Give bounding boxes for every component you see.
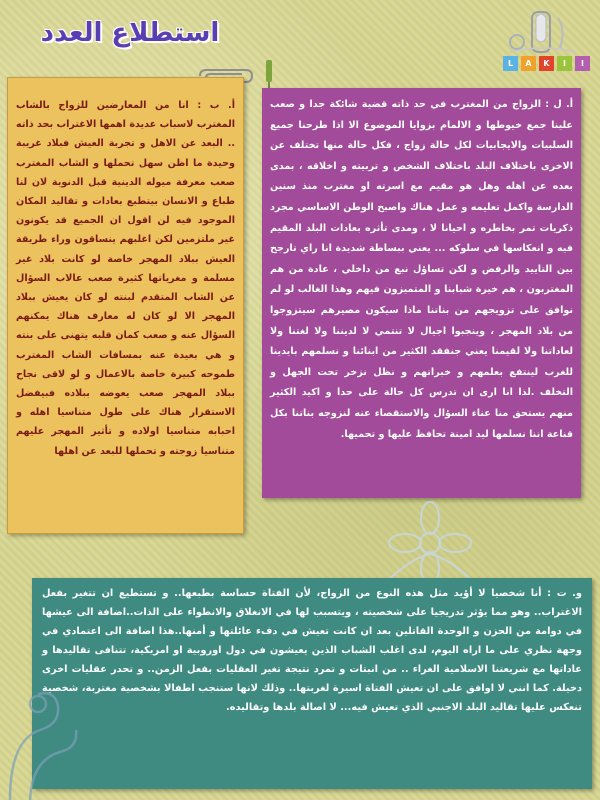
opinion-box-bottom <box>32 578 592 789</box>
logo-letter: I <box>557 56 572 71</box>
swirl-decoration-icon <box>0 660 90 800</box>
logo-letter: A <box>521 56 536 71</box>
opinion-box-left <box>7 77 244 534</box>
opinion-text: أ. ل : الزواج من المغترب في حد ذاته قضية شائكة جدا و صعب علينا جمع خيوطها و الالمام بزوايا الموضوع الا اذا طرحنا جميع السلبيات والايجابيات لكل حالة زواج ، فكل حالة منها تختلف عن الاخرى باختلاف البلد باختلاف الشخص و تربيته و اخلاقه ، بمدى بعده عن اهله وهل هو مقيم مع اسرته او مغترب منذ سنين الدارسة واكمل تعليمه و عمل هناك واصبح الوطن الاساسي مجرد ذكريات تمر بخاطره و احيانا لا ، ومدى تأثره بعادات البلد المقيم فيه و انعكاسها في سلوكه ... يعني ببساطة شديدة انا راي تارجح بين التاييد والرفض و لكن تساؤل نبع من داخلي ، عادة من هم المغتربون ، هم خيرة شبابنا و المتميزون فيهم وهذا الغالب لو لم نوافق على تزويجهم من بناتنا ماذا سيكون مصيرهم سيتزوجوا من بلاد المهجر ، وينجبوا اجيال لا تنتمي لا لديننا ولا لغتنا ولا لعاداتنا ولا لقيمنا يعني جنفقد الكثير من ابنائنا و نسلمهم بايدينا للغرب لينتفع بعلمهم و خبراتهم و نظل نزخر تحت الجهل و التخلف .لذا انا ارى ان تدرس كل حالة على حدا و اكيد الكثير منهم يستحق منا عناء السؤال والاستقصاء عنه لنزوجه بناتنا بكل قناعة اننا نسلمها ليد امينة تحافظ عليها و تحميها. <box>270 99 573 440</box>
logo-letter: I <box>575 56 590 71</box>
logo-letter: L <box>503 56 518 71</box>
opinion-text: و. ت : أنا شخصيا لا أؤيد مثل هذه النوع من الزواج، لأن الفتاة حساسة بطبعها.. و تستطيع ان تتغير بفعل الاغتراب.. وهو مما يؤثر تدريجيا على شخصيته ، ويتسبب لها في الانغلاق والانطواء على الذات..اضافة الى عيشها في دوامة من الحزن و الوحدة القاتلين بعد ان كانت تعيش في دفء عائلتها و أمنها..هذا اضافة الى اعتمادي في وجهة نظري على ما اراه اليوم، لدى اغلب الشباب الذين يعيشون في دول اوروبية او امريكية، تتنافى تقاليدها و عاداتها مع شريعتنا الاسلامية الغراء .. من انبتات و تمرد نتيجة تغير العقليات بفعل الزمن.. و تحدر عقليات اخرى دخيلة. كما انني لا اوافق على ان تعيش الفتاة اسيرة لغربتها.. وذلك لانها ستنجب اطفالا بشخصية مغتربة، شخصية تنعكس عليها تقاليد البلد الاجنبي الذي تعيش فيه... لا اصالة بلدها وتقاليده. <box>42 588 582 713</box>
logo-letter: K <box>539 56 554 71</box>
opinion-box-right <box>262 88 581 498</box>
page-title: استطلاع العدد <box>40 18 220 48</box>
laki-logo-band <box>503 56 590 71</box>
opinion-text: أ. ب : انا من المعارضين للزواج بالشاب المغترب لاسباب عديدة اهمها الاغتراب بحد ذاته .. البعد عن الاهل و تجربة العيش فبلاد غريبة وحيدة ما اظن سهل تحملها و الشاب المغترب صعب معرفة ميوله الدينية قبل الدنوية لان لنا طباع و الانسان بيتطبع بعادات و تقاليد المكان الموجود فيه لن اقول ان الجميع قد يكونون غير ملتزمين لكن اغلبهم ينساقون وراء طريقة العيش ببلاد المهجر خاصة لو كانت بلاد غير مسلمة و مغرياتها كثيرة صعب عالاب السؤال عن الشاب المتقدم لبنته لو كان يعيش ببلاد المهجر الا لو كان له معارف هناك يمكنهم السؤال عنه و صعب كمان قلبه يتهنى على بنته و هي بعيدة عنه بمسافات الشاب المغترب طموحه كبيرة خاصة بالاعمال و لو لاقى نجاح ببلاد المهجر صعب يعوضه ببلاده فبيفضل الاستقرار هناك على طول متناسيا اهله و احبابه متناسيا اولاده و تأثير المهجر عليهم متناسيا زوجته و تحملها للبعد عن اهلها <box>16 100 235 457</box>
